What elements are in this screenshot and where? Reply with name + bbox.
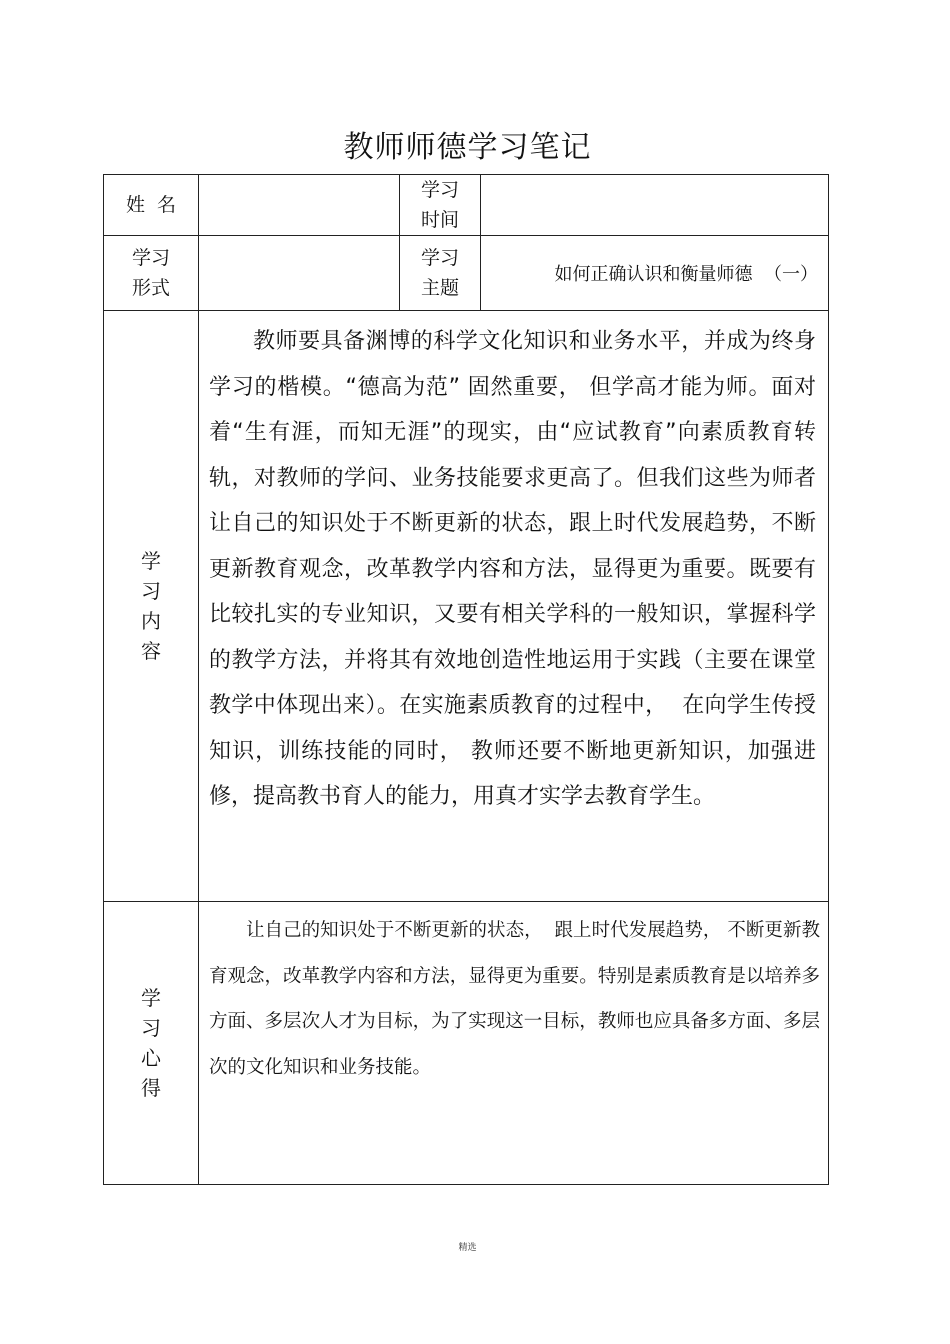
study-experience-text: 让自己的知识处于不断更新的状态， 跟上时代发展趋势， 不断更新教育观念，改革教学内容和方法，显得更为重要。特别是素质教育是以培养多方面、多层次人才为目标，为了实现这一目标，教师也应具备多方面、多层次的文化知识和业务技能。 bbox=[209, 920, 820, 1078]
study-notes-table bbox=[103, 174, 829, 1185]
footer-mark: 精选 bbox=[458, 1243, 477, 1253]
form-label-line2: 形式 bbox=[131, 277, 170, 299]
name-value-cell[interactable] bbox=[199, 175, 400, 236]
experience-label-char: 心 bbox=[141, 1046, 161, 1070]
row-name-time bbox=[104, 175, 829, 236]
time-label-line1: 学习 bbox=[420, 179, 459, 201]
row-form-topic bbox=[104, 236, 829, 311]
experience-label-char: 习 bbox=[141, 1016, 161, 1040]
content-label-char: 学 bbox=[141, 549, 161, 573]
form-label-cell bbox=[104, 236, 199, 311]
topic-value-cell[interactable] bbox=[481, 236, 829, 311]
time-label-cell bbox=[400, 175, 481, 236]
experience-label-char: 得 bbox=[141, 1076, 161, 1100]
topic-label-line1: 学习 bbox=[420, 247, 459, 269]
topic-label-cell bbox=[400, 236, 481, 311]
time-label-line2: 时间 bbox=[420, 209, 459, 231]
row-study-experience bbox=[104, 902, 829, 1185]
study-content-text: 教师要具备渊博的科学文化知识和业务水平，并成为终身学习的楷模。“德高为范” 固然重要， 但学高才能为师。面对着“生有涯，而知无涯”的现实，由“应试教育”向素质教育转轨，对教师的学问、业务技能要求更高了。但我们这些为师者让自己的知识处于不断更新的状态，跟上时代发展趋势，不断更新教育观念，改革教学内容和方法，显得更为重要。既要有比较扎实的专业知识，又要有相关学科的一般知识，掌握科学的教学方法，并将其有效地创造性地运用于实践（主要在课堂教学中体现出来）。在实施素质教育的过程中， 在向学生传授知识，训练技能的同时， 教师还要不断地更新知识，加强进修，提高教书育人的能力，用真才实学去教育学生。 bbox=[209, 329, 816, 809]
content-label-char: 容 bbox=[141, 639, 161, 663]
content-text-cell bbox=[199, 311, 829, 902]
form-value-cell[interactable] bbox=[199, 236, 400, 311]
experience-text-cell bbox=[199, 902, 829, 1185]
experience-label-cell bbox=[104, 902, 199, 1185]
form-label-line1: 学习 bbox=[131, 247, 170, 269]
time-value-cell[interactable] bbox=[481, 175, 829, 236]
page-title: 教师师德学习笔记 bbox=[343, 130, 592, 165]
topic-label-line2: 主题 bbox=[420, 277, 459, 299]
experience-label-char: 学 bbox=[141, 986, 161, 1010]
topic-value: 如何正确认识和衡量师德 （一） bbox=[554, 264, 818, 285]
content-label-cell bbox=[104, 311, 199, 902]
name-label-cell bbox=[104, 175, 199, 236]
content-label-char: 内 bbox=[141, 609, 161, 633]
content-label-char: 习 bbox=[141, 579, 161, 603]
row-study-content bbox=[104, 311, 829, 902]
name-label: 姓 名 bbox=[125, 194, 177, 216]
